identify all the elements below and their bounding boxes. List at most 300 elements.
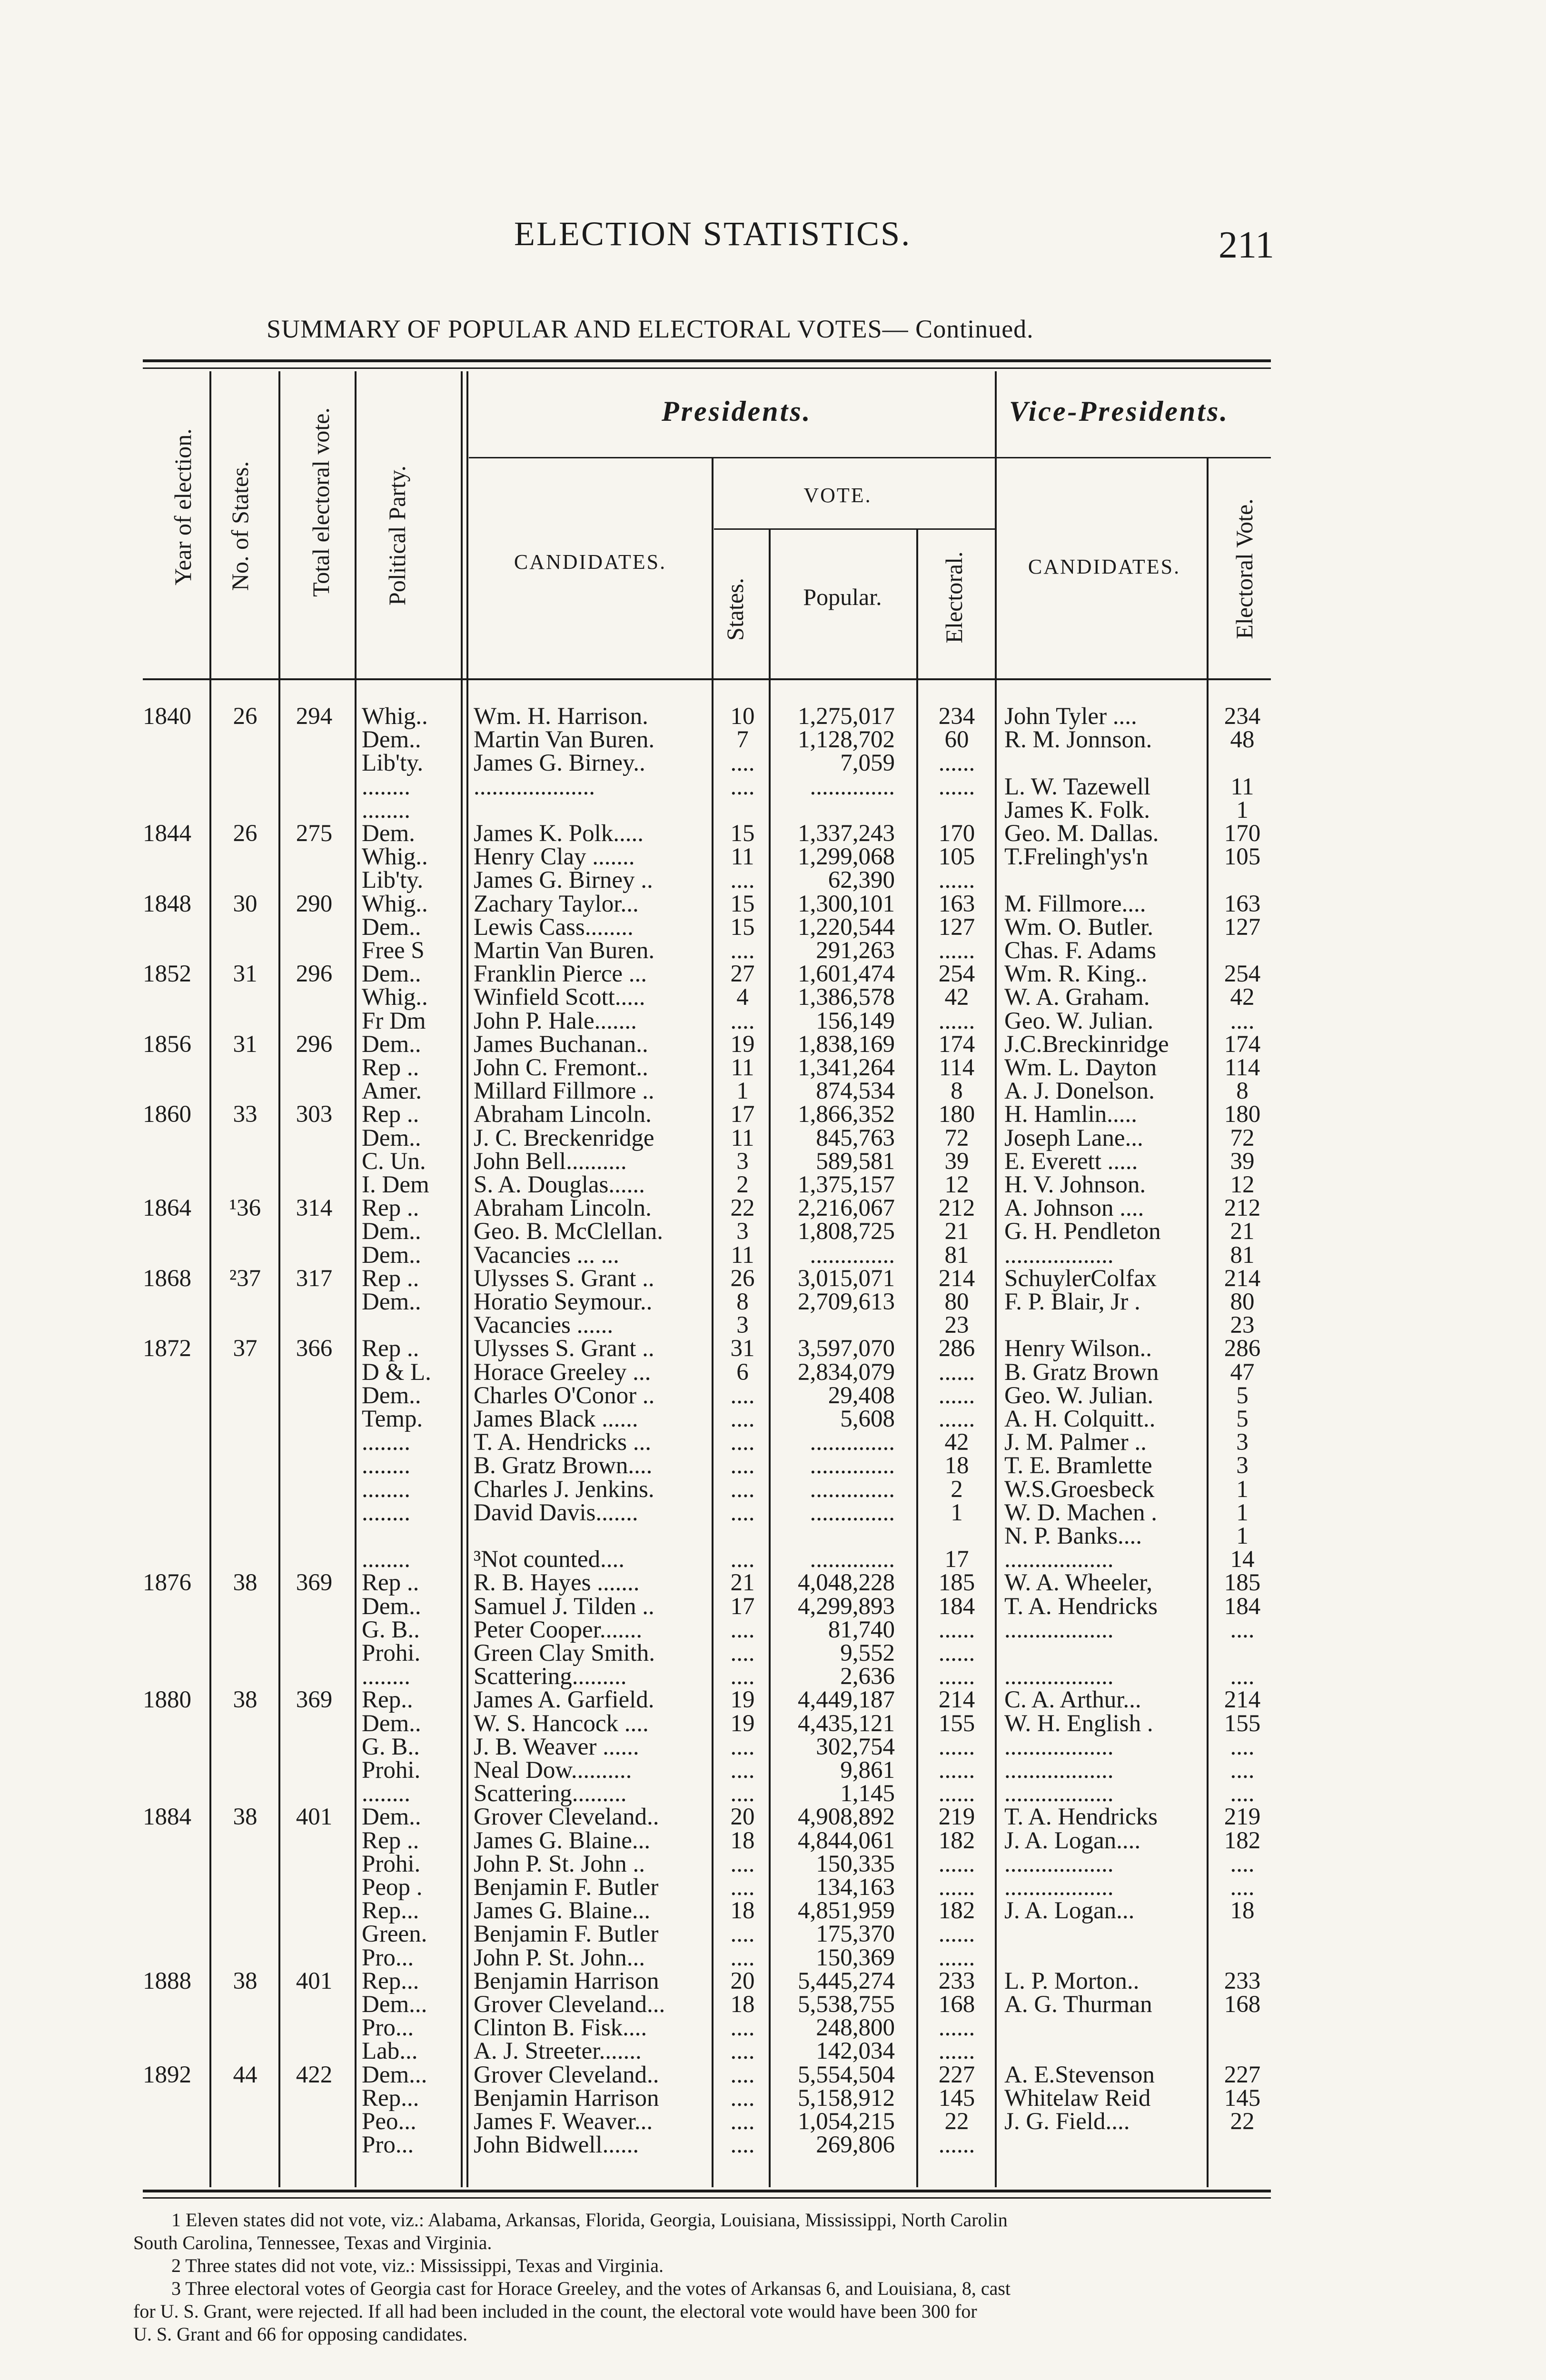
cell-vp-candidate: C. A. Arthur... (1004, 1687, 1141, 1713)
cell-vp-electoral: 81 (1230, 1242, 1255, 1268)
cell-electoral: 155 (938, 1711, 975, 1736)
cell-year (143, 1219, 205, 1244)
cell-candidate: Franklin Pierce ... (474, 961, 647, 987)
cell-electoral: 81 (944, 1242, 969, 1268)
cell-popular-vote: 4,844,061 (798, 1828, 895, 1854)
cell-vp-candidate: Joseph Lane... (1004, 1125, 1143, 1151)
cell-year (143, 2015, 205, 2041)
table-title: SUMMARY OF POPULAR AND ELECTORAL VOTES— Continued. (267, 315, 1034, 343)
cell-vp-candidate (1004, 1312, 1204, 1338)
cell-states-won: 15 (730, 914, 755, 940)
cell-vp-candidate: .................. (1004, 1781, 1114, 1806)
cell-electoral: 8 (951, 1078, 963, 1104)
cell-states-won: 10 (730, 704, 755, 729)
cell-states-won: .... (730, 1874, 755, 1900)
cell-candidate: A. J. Streeter....... (474, 2038, 642, 2064)
cell-popular-vote: 5,538,755 (798, 1992, 895, 2017)
cell-popular-vote: 1,341,264 (798, 1055, 895, 1081)
cell-vp-electoral: 1 (1236, 797, 1249, 823)
cell-states-won (716, 1523, 769, 1549)
cell-no-states (219, 1992, 271, 2017)
cell-no-states: 38 (233, 1804, 258, 1830)
cell-electoral: 233 (938, 1968, 975, 1994)
cell-year (143, 1078, 205, 1104)
cell-popular-vote: 156,149 (816, 1008, 895, 1034)
cell-candidate: James Buchanan.. (474, 1031, 648, 1057)
cell-popular-vote: 874,534 (816, 1078, 895, 1104)
cell-vp-electoral: 47 (1230, 1359, 1255, 1385)
cell-vp-candidate: A. E.Stevenson (1004, 2062, 1155, 2088)
cell-states-won: .... (730, 1008, 755, 1034)
cell-states-won: 6 (736, 1359, 749, 1385)
col-rule (278, 371, 280, 2187)
cell-year (143, 1757, 205, 1783)
cell-electoral: 163 (938, 891, 975, 917)
cell-total-electoral (286, 1945, 343, 1971)
cell-vp-electoral: 1 (1236, 1500, 1249, 1526)
cell-vp-electoral: .... (1230, 1617, 1255, 1643)
cell-party: Rep .. (362, 1055, 419, 1081)
cell-candidate (474, 797, 707, 823)
cell-vp-candidate: A. Johnson .... (1004, 1195, 1144, 1221)
cell-electoral: 17 (944, 1547, 969, 1572)
rule-under-group (469, 457, 1271, 458)
cell-candidate: John P. St. John .. (474, 1851, 645, 1877)
cell-candidate: James G. Birney.. (474, 750, 645, 776)
cell-electoral: 21 (944, 1219, 969, 1244)
cell-electoral: 42 (944, 984, 969, 1010)
top-rule (143, 359, 1271, 362)
running-head: ELECTION STATISTICS. (514, 215, 912, 253)
cell-vp-candidate: T. E. Bramlette (1004, 1453, 1152, 1478)
cell-party: C. Un. (362, 1149, 426, 1174)
cell-party: Prohi. (362, 1640, 421, 1666)
cell-electoral: ...... (938, 1640, 975, 1666)
col-rule (355, 371, 357, 2187)
cell-year (143, 1406, 205, 1432)
cell-candidate: Vacancies ...... (474, 1312, 614, 1338)
cell-vp-electoral: 11 (1230, 774, 1254, 800)
cell-total-electoral (286, 1874, 343, 1900)
cell-electoral: 23 (944, 1312, 969, 1338)
cell-party: Rep .. (362, 1195, 419, 1221)
cell-year (143, 1898, 205, 1924)
cell-electoral: 168 (938, 1992, 975, 2017)
cell-vp-candidate: W. H. English . (1004, 1711, 1153, 1736)
cell-no-states (219, 1523, 271, 1549)
cell-popular-vote: 81,740 (828, 1617, 895, 1643)
cell-vp-candidate: F. P. Blair, Jr . (1004, 1289, 1140, 1315)
cell-candidate: R. B. Hayes ....... (474, 1570, 640, 1596)
cell-year (143, 1429, 205, 1455)
cell-candidate: Clinton B. Fisk.... (474, 2015, 647, 2041)
cell-states-won: .... (730, 2132, 755, 2158)
header-candidates: CANDIDATES. (514, 550, 667, 574)
cell-total-electoral (286, 1617, 343, 1643)
cell-popular-vote: 4,851,959 (798, 1898, 895, 1924)
header-total-electoral: Total electoral vote. (307, 407, 334, 597)
cell-vp-candidate: Chas. F. Adams (1004, 938, 1156, 963)
cell-electoral: 227 (938, 2062, 975, 2088)
cell-popular-vote: .............. (810, 1500, 895, 1526)
cell-no-states (219, 1757, 271, 1783)
cell-total-electoral (286, 1008, 343, 1034)
cell-total-electoral: 303 (296, 1101, 333, 1127)
cell-candidate: Lewis Cass........ (474, 914, 634, 940)
cell-popular-vote (771, 1312, 895, 1338)
cell-party: I. Dem (362, 1172, 429, 1198)
cell-candidate: Charles O'Conor .. (474, 1383, 655, 1408)
cell-popular-vote: 2,834,079 (798, 1359, 895, 1385)
cell-states-won: 3 (736, 1219, 749, 1244)
cell-year: 1840 (143, 704, 191, 729)
cell-vp-electoral: 1 (1236, 1477, 1249, 1502)
cell-total-electoral (286, 1734, 343, 1760)
cell-no-states (219, 1711, 271, 1736)
cell-total-electoral (286, 1312, 343, 1338)
cell-no-states (219, 1383, 271, 1408)
cell-year (143, 1523, 205, 1549)
cell-total-electoral (286, 1851, 343, 1877)
cell-no-states (219, 1125, 271, 1151)
cell-states-won: 22 (730, 1195, 755, 1221)
cell-states-won: 15 (730, 821, 755, 846)
cell-candidate: Grover Cleveland... (474, 1992, 665, 2017)
cell-states-won: 3 (736, 1312, 749, 1338)
cell-candidate: W. S. Hancock .... (474, 1711, 649, 1736)
cell-total-electoral (286, 1453, 343, 1478)
cell-vp-electoral: 5 (1236, 1383, 1249, 1408)
cell-vp-electoral (1211, 2038, 1273, 2064)
cell-vp-electoral: 155 (1224, 1711, 1261, 1736)
cell-party: Dem.. (362, 1219, 421, 1244)
cell-total-electoral (286, 1289, 343, 1315)
cell-no-states (219, 1477, 271, 1502)
cell-vp-candidate (1004, 750, 1204, 776)
cell-total-electoral (286, 797, 343, 823)
header-states: States. (722, 578, 748, 641)
cell-party: ........ (362, 1781, 410, 1806)
cell-vp-electoral: 12 (1230, 1172, 1255, 1198)
cell-party: Whig.. (362, 844, 428, 870)
cell-vp-electoral: 127 (1224, 914, 1261, 940)
cell-candidate: John P. Hale....... (474, 1008, 637, 1034)
cell-total-electoral (286, 1149, 343, 1174)
cell-total-electoral (286, 1547, 343, 1572)
cell-no-states (219, 1874, 271, 1900)
cell-vp-electoral: 23 (1230, 1312, 1255, 1338)
cell-party: D & L. (362, 1359, 431, 1385)
cell-year: 1888 (143, 1968, 191, 1994)
cell-candidate: John P. St. John... (474, 1945, 645, 1971)
cell-year (143, 1921, 205, 1947)
cell-popular-vote: 62,390 (828, 867, 895, 893)
cell-vp-candidate: .................. (1004, 1547, 1114, 1572)
cell-no-states (219, 1242, 271, 1268)
cell-vp-candidate: .................. (1004, 1874, 1114, 1900)
cell-popular-vote: .............. (810, 1242, 895, 1268)
cell-popular-vote: 134,163 (816, 1874, 895, 1900)
cell-vp-candidate: L. P. Morton.. (1004, 1968, 1140, 1994)
cell-vp-candidate: A. H. Colquitt.. (1004, 1406, 1156, 1432)
cell-year (143, 1992, 205, 2017)
cell-vp-electoral: 8 (1236, 1078, 1249, 1104)
cell-popular-vote: 1,299,068 (798, 844, 895, 870)
cell-no-states (219, 1406, 271, 1432)
cell-vp-electoral: 18 (1230, 1898, 1255, 1924)
cell-total-electoral (286, 1711, 343, 1736)
cell-states-won: .... (730, 1429, 755, 1455)
cell-year: 1868 (143, 1266, 191, 1291)
cell-vp-candidate: Whitelaw Reid (1004, 2085, 1151, 2111)
cell-states-won: 27 (730, 961, 755, 987)
cell-candidate: Horatio Seymour.. (474, 1289, 653, 1315)
cell-year (143, 1008, 205, 1034)
cell-popular-vote: 1,337,243 (798, 821, 895, 846)
cell-total-electoral (286, 1828, 343, 1854)
cell-vp-candidate: J.C.Breckinridge (1004, 1031, 1169, 1057)
cell-no-states (219, 938, 271, 963)
cell-vp-electoral: 3 (1236, 1453, 1249, 1478)
cell-electoral: ...... (938, 1664, 975, 1689)
cell-popular-vote: 2,709,613 (798, 1289, 895, 1315)
cell-year (143, 1781, 205, 1806)
cell-total-electoral: 422 (296, 2062, 333, 2088)
cell-year (143, 1359, 205, 1385)
cell-party: ........ (362, 797, 410, 823)
cell-candidate: James Black ...... (474, 1406, 638, 1432)
cell-year (143, 1312, 205, 1338)
cell-electoral: 170 (938, 821, 975, 846)
cell-party: Dem.. (362, 1383, 421, 1408)
cell-states-won: 3 (736, 1149, 749, 1174)
cell-no-states (219, 1359, 271, 1385)
cell-candidate: T. A. Hendricks ... (474, 1429, 651, 1455)
cell-states-won: 18 (730, 1992, 755, 2017)
cell-electoral: 214 (938, 1266, 975, 1291)
cell-candidate: Horace Greeley ... (474, 1359, 651, 1385)
cell-popular-vote: 3,597,070 (798, 1336, 895, 1361)
cell-no-states (219, 1429, 271, 1455)
cell-states-won: .... (730, 1477, 755, 1502)
cell-electoral: 214 (938, 1687, 975, 1713)
cell-vp-electoral: 174 (1224, 1031, 1261, 1057)
cell-popular-vote: 3,015,071 (798, 1266, 895, 1291)
cell-states-won: .... (730, 1734, 755, 1760)
cell-vp-candidate (1004, 2038, 1204, 2064)
cell-total-electoral: 314 (296, 1195, 333, 1221)
cell-vp-electoral: 21 (1230, 1219, 1255, 1244)
cell-vp-candidate: M. Fillmore.... (1004, 891, 1146, 917)
cell-total-electoral (286, 1055, 343, 1081)
cell-popular-vote: 9,861 (840, 1757, 895, 1783)
cell-popular-vote: 5,608 (840, 1406, 895, 1432)
cell-no-states (219, 727, 271, 753)
cell-party: Rep .. (362, 1266, 419, 1291)
cell-total-electoral: 290 (296, 891, 333, 917)
cell-year: 1856 (143, 1031, 191, 1057)
cell-total-electoral (286, 1921, 343, 1947)
header-vice-presidents: Vice-Presidents. (1009, 396, 1229, 427)
cell-party: ........ (362, 1429, 410, 1455)
header-no-states: No. of States. (227, 461, 253, 591)
cell-popular-vote: 4,299,893 (798, 1594, 895, 1619)
cell-popular-vote: 5,158,912 (798, 2085, 895, 2111)
cell-electoral: ...... (938, 1851, 975, 1877)
cell-total-electoral (286, 1523, 343, 1549)
cell-party: Fr Dm (362, 1008, 426, 1034)
cell-popular-vote (771, 797, 895, 823)
cell-vp-electoral: 114 (1224, 1055, 1260, 1081)
cell-states-won: .... (730, 1921, 755, 1947)
cell-year (143, 1453, 205, 1478)
cell-popular-vote: 5,554,504 (798, 2062, 895, 2088)
cell-candidate: Grover Cleveland.. (474, 2062, 659, 2088)
cell-party: Pro... (362, 2132, 414, 2158)
header-year: Year of election. (169, 428, 196, 585)
cell-year (143, 727, 205, 753)
cell-popular-vote: 175,370 (816, 1921, 895, 1947)
cell-vp-candidate: Geo. M. Dallas. (1004, 821, 1159, 846)
cell-no-states (219, 1289, 271, 1315)
cell-vp-candidate: Wm. R. King.. (1004, 961, 1148, 987)
cell-candidate: Benjamin F. Butler (474, 1874, 659, 1900)
cell-no-states: 38 (233, 1687, 258, 1713)
cell-popular-vote: 291,263 (816, 938, 895, 963)
cell-electoral: 2 (951, 1477, 963, 1502)
cell-no-states (219, 1734, 271, 1760)
cell-popular-vote: 1,145 (840, 1781, 895, 1806)
cell-year (143, 1640, 205, 1666)
cell-popular-vote: 302,754 (816, 1734, 895, 1760)
cell-no-states: 31 (233, 961, 258, 987)
cell-vp-electoral: 185 (1224, 1570, 1261, 1596)
cell-total-electoral (286, 1125, 343, 1151)
cell-vp-electoral: 14 (1230, 1547, 1255, 1572)
cell-year (143, 844, 205, 870)
cell-states-won: .... (730, 938, 755, 963)
cell-states-won: 11 (731, 1242, 754, 1268)
cell-year (143, 1617, 205, 1643)
cell-total-electoral (286, 2038, 343, 2064)
cell-electoral: ...... (938, 1406, 975, 1432)
cell-year: 1884 (143, 1804, 191, 1830)
cell-candidate: Millard Fillmore .. (474, 1078, 654, 1104)
cell-party: ........ (362, 1453, 410, 1478)
cell-year: 1852 (143, 961, 191, 987)
cell-party (362, 1523, 466, 1549)
cell-candidate: Ulysses S. Grant .. (474, 1336, 654, 1361)
cell-electoral: ...... (938, 2038, 975, 2064)
cell-popular-vote: 1,601,474 (798, 961, 895, 987)
cell-vp-candidate: J. A. Logan.... (1004, 1828, 1141, 1854)
cell-no-states (219, 1500, 271, 1526)
cell-states-won: 19 (730, 1711, 755, 1736)
cell-vp-candidate: W.S.Groesbeck (1004, 1477, 1155, 1502)
cell-electoral: 42 (944, 1429, 969, 1455)
cell-electoral: 1 (951, 1500, 963, 1526)
cell-total-electoral: 296 (296, 961, 333, 987)
cell-candidate: J. B. Weaver ...... (474, 1734, 639, 1760)
cell-party: Temp. (362, 1406, 423, 1432)
cell-no-states: 33 (233, 1101, 258, 1127)
cell-electoral: ...... (938, 867, 975, 893)
cell-total-electoral (286, 1078, 343, 1104)
cell-vp-electoral (1211, 1640, 1273, 1666)
cell-total-electoral (286, 984, 343, 1010)
cell-year: 1892 (143, 2062, 191, 2088)
cell-vp-electoral: 227 (1224, 2062, 1261, 2088)
cell-candidate: James A. Garfield. (474, 1687, 654, 1713)
cell-popular-vote: 2,216,067 (798, 1195, 895, 1221)
cell-year: 1844 (143, 821, 191, 846)
cell-candidate: David Davis....... (474, 1500, 638, 1526)
cell-no-states (219, 1008, 271, 1034)
cell-year (143, 938, 205, 963)
cell-popular-vote: 150,369 (816, 1945, 895, 1971)
cell-candidate: B. Gratz Brown.... (474, 1453, 653, 1478)
cell-party: Dem.. (362, 1242, 421, 1268)
cell-total-electoral (286, 1219, 343, 1244)
cell-year (143, 1289, 205, 1315)
cell-party: Rep... (362, 1898, 419, 1924)
cell-candidate: .................... (474, 774, 595, 800)
cell-vp-electoral: 286 (1224, 1336, 1261, 1361)
cell-states-won: 17 (730, 1101, 755, 1127)
cell-vp-electoral: 48 (1230, 727, 1255, 753)
cell-no-states (219, 867, 271, 893)
cell-vp-electoral (1211, 750, 1273, 776)
cell-vp-electoral: .... (1230, 1664, 1255, 1689)
cell-vp-candidate: SchuylerColfax (1004, 1266, 1157, 1291)
cell-candidate: Grover Cleveland.. (474, 1804, 659, 1830)
cell-vp-candidate: T.Frelingh'ys'n (1004, 844, 1149, 870)
cell-vp-candidate: W. A. Graham. (1004, 984, 1150, 1010)
cell-no-states (219, 984, 271, 1010)
cell-party: Dem.. (362, 914, 421, 940)
cell-vp-candidate: .................. (1004, 1851, 1114, 1877)
cell-candidate: Winfield Scott..... (474, 984, 645, 1010)
cell-states-won: .... (730, 1453, 755, 1478)
cell-vp-candidate (1004, 1640, 1204, 1666)
cell-vp-candidate: Geo. W. Julian. (1004, 1008, 1154, 1034)
cell-electoral: ...... (938, 1781, 975, 1806)
cell-year (143, 1945, 205, 1971)
cell-no-states: 44 (233, 2062, 258, 2088)
cell-party: Free S (362, 938, 425, 963)
cell-candidate: John Bidwell...... (474, 2132, 639, 2158)
cell-states-won: .... (730, 1757, 755, 1783)
cell-vp-electoral (1211, 1945, 1273, 1971)
footnote-1: 1 Eleven states did not vote, viz.: Alabama, Arkansas, Florida, Georgia, Louisiana, Mississippi, North Carolin (171, 2209, 1008, 2231)
cell-total-electoral (286, 2109, 343, 2134)
cell-electoral: 72 (944, 1125, 969, 1151)
cell-vp-candidate: John Tyler .... (1004, 704, 1137, 729)
cell-vp-candidate: G. H. Pendleton (1004, 1219, 1161, 1244)
col-rule (1207, 457, 1209, 2187)
cell-electoral: 80 (944, 1289, 969, 1315)
cell-vp-candidate: Wm. L. Dayton (1004, 1055, 1157, 1081)
cell-states-won: 20 (730, 1804, 755, 1830)
cell-year (143, 2132, 205, 2158)
cell-electoral: 184 (938, 1594, 975, 1619)
cell-candidate: John C. Fremont.. (474, 1055, 648, 1081)
cell-vp-electoral: 182 (1224, 1828, 1261, 1854)
cell-party: Whig.. (362, 891, 428, 917)
footnote-2: 2 Three states did not vote, viz.: Mississippi, Texas and Virginia. (171, 2255, 664, 2276)
cell-year (143, 1594, 205, 1619)
cell-states-won: 31 (730, 1336, 755, 1361)
